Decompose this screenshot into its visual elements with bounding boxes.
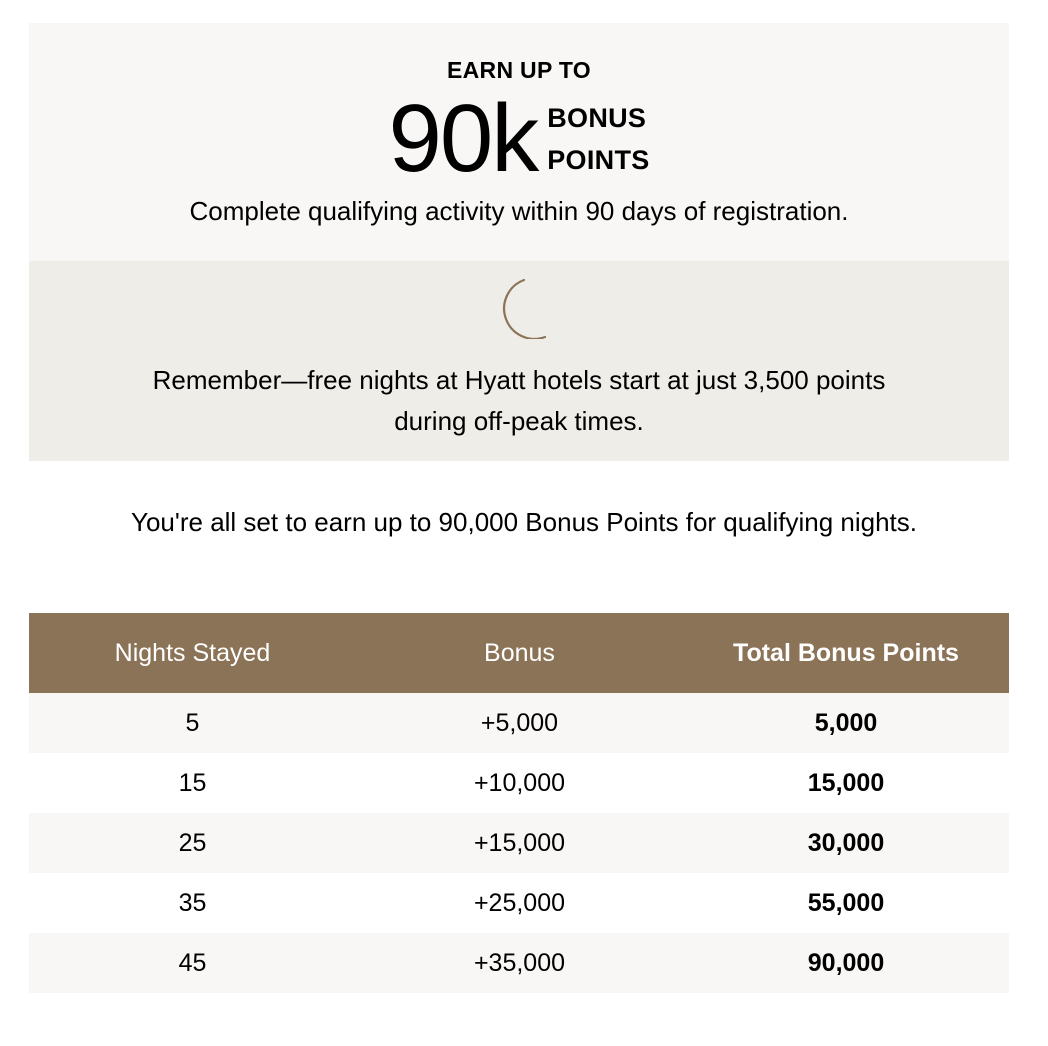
- bonus-cell: +5,000: [356, 693, 683, 753]
- header-nights-stayed: Nights Stayed: [29, 613, 356, 693]
- moon-icon: [488, 277, 550, 339]
- nights-cell: 25: [29, 813, 356, 873]
- table-row: [29, 693, 1009, 753]
- reminder-text: [69, 360, 969, 442]
- hero-headline: [29, 85, 1009, 192]
- reminder-panel: [29, 261, 1009, 461]
- header-total-bonus-points: Total Bonus Points: [683, 613, 1009, 693]
- nights-cell: 15: [29, 753, 356, 813]
- bonus-cell: +35,000: [356, 933, 683, 993]
- nights-cell: 45: [29, 933, 356, 993]
- table-row: [29, 933, 1009, 993]
- table-row: [29, 753, 1009, 813]
- hero-eyebrow: EARN UP TO: [446, 57, 591, 83]
- total-cell: 5,000: [683, 693, 1009, 753]
- earn-note: You're all set to earn up to 90,000 Bonus Points for qualifying nights.: [131, 507, 917, 537]
- total-cell: 90,000: [683, 933, 1009, 993]
- hero-big-label-line1: BONUS: [547, 103, 647, 133]
- table-row: [29, 813, 1009, 873]
- nights-cell: 5: [29, 693, 356, 753]
- reminder-line-2: during off-peak times.: [394, 406, 644, 436]
- hero-subline: Complete qualifying activity within 90 days of registration.: [189, 196, 849, 226]
- hero-big-label-line2: POINTS: [547, 145, 650, 175]
- table-row: [29, 873, 1009, 933]
- bonus-cell: +25,000: [356, 873, 683, 933]
- hero-big-number: 90k: [388, 85, 538, 192]
- hero-big-label: [547, 97, 649, 181]
- nights-cell: 35: [29, 873, 356, 933]
- total-cell: 30,000: [683, 813, 1009, 873]
- reminder-line-1: Remember—free nights at Hyatt hotels start at just 3,500 points: [152, 365, 886, 395]
- bonus-table: [29, 613, 1009, 993]
- bonus-hero: [29, 23, 1009, 261]
- bonus-cell: +10,000: [356, 753, 683, 813]
- header-bonus: Bonus: [356, 613, 683, 693]
- total-cell: 15,000: [683, 753, 1009, 813]
- table-header-row: [29, 613, 1009, 693]
- bonus-cell: +15,000: [356, 813, 683, 873]
- total-cell: 55,000: [683, 873, 1009, 933]
